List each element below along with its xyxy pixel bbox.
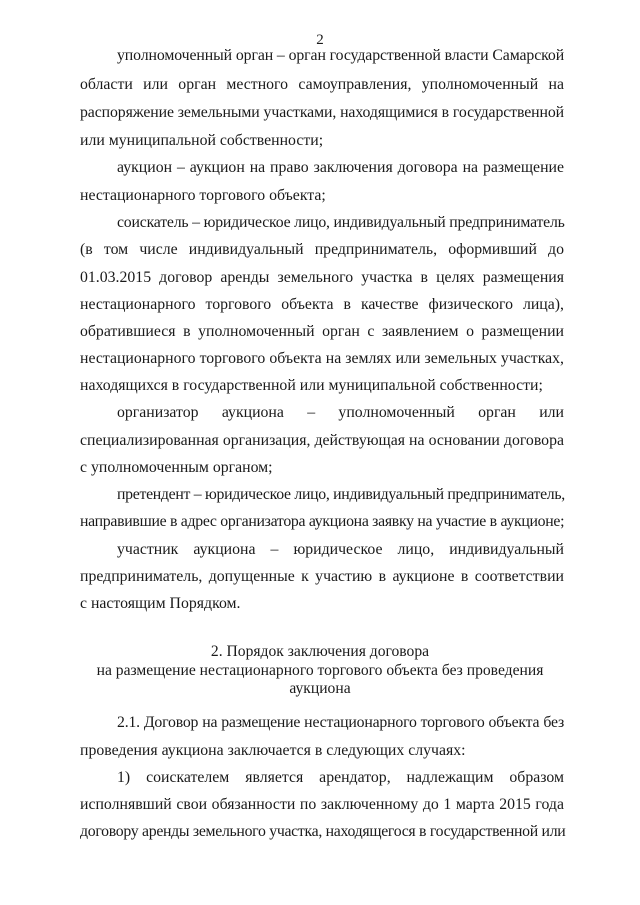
text-line: уполномоченный орган – орган государственной власти Самарской	[117, 47, 565, 64]
text-line: обратившиеся в уполномоченный орган с заявлением о размещении	[80, 323, 564, 340]
text-line: нестационарного торгового объекта;	[80, 187, 326, 204]
page-number: 2	[316, 32, 324, 48]
text-line: с настоящим Порядком.	[80, 595, 241, 612]
section-heading: 2. Порядок заключения договора	[210, 643, 430, 660]
text-line: находящихся в государственной или муниципальной собственности;	[80, 377, 543, 394]
text-line: направившие в адрес организатора аукциона заявку на участие в аукционе;	[80, 513, 565, 530]
text-line: специализированная организация, действующая на основании договора	[80, 432, 564, 449]
text-line: претендент – юридическое лицо, индивидуальный предприниматель,	[117, 486, 565, 503]
text-line: участник аукциона – юридическое лицо, индивидуальный	[117, 541, 564, 558]
text-line: или муниципальной собственности;	[80, 132, 324, 149]
text-line: соискатель – юридическое лицо, индивидуальный предприниматель	[117, 214, 565, 231]
section-heading: на размещение нестационарного торгового объекта без проведения	[96, 662, 544, 679]
text-line: 01.03.2015 договор аренды земельного участка в целях размещения	[80, 269, 564, 286]
text-line: нестационарного торгового объекта в качестве физического лица),	[80, 296, 564, 313]
text-line: 1) соискателем является арендатор, надлежащим образом	[117, 769, 564, 786]
text-line: (в том числе индивидуальный предприниматель, оформивший до	[80, 241, 564, 258]
text-line: нестационарного торгового объекта на землях или земельных участках,	[80, 350, 564, 367]
text-line: 2.1. Договор на размещение нестационарного торгового объекта без	[117, 714, 564, 731]
text-line: аукцион – аукцион на право заключения договора на размещение	[117, 159, 564, 176]
text-line: проведения аукциона заключается в следующих случаях:	[80, 742, 466, 759]
text-line: области или орган местного самоуправления, уполномоченный на	[80, 76, 564, 93]
text-line: договору аренды земельного участка, находящегося в государственной или	[80, 823, 566, 840]
text-line: исполнявший свои обязанности по заключенному до 1 марта 2015 года	[80, 796, 564, 813]
text-line: предприниматель, допущенные к участию в аукционе в соответствии	[80, 568, 564, 585]
section-heading: аукциона	[289, 680, 351, 697]
text-line: с уполномоченным органом;	[80, 459, 273, 476]
text-line: организатор аукциона – уполномоченный орган или	[117, 404, 564, 421]
text-line: распоряжение земельными участками, находящимися в государственной	[80, 104, 564, 121]
